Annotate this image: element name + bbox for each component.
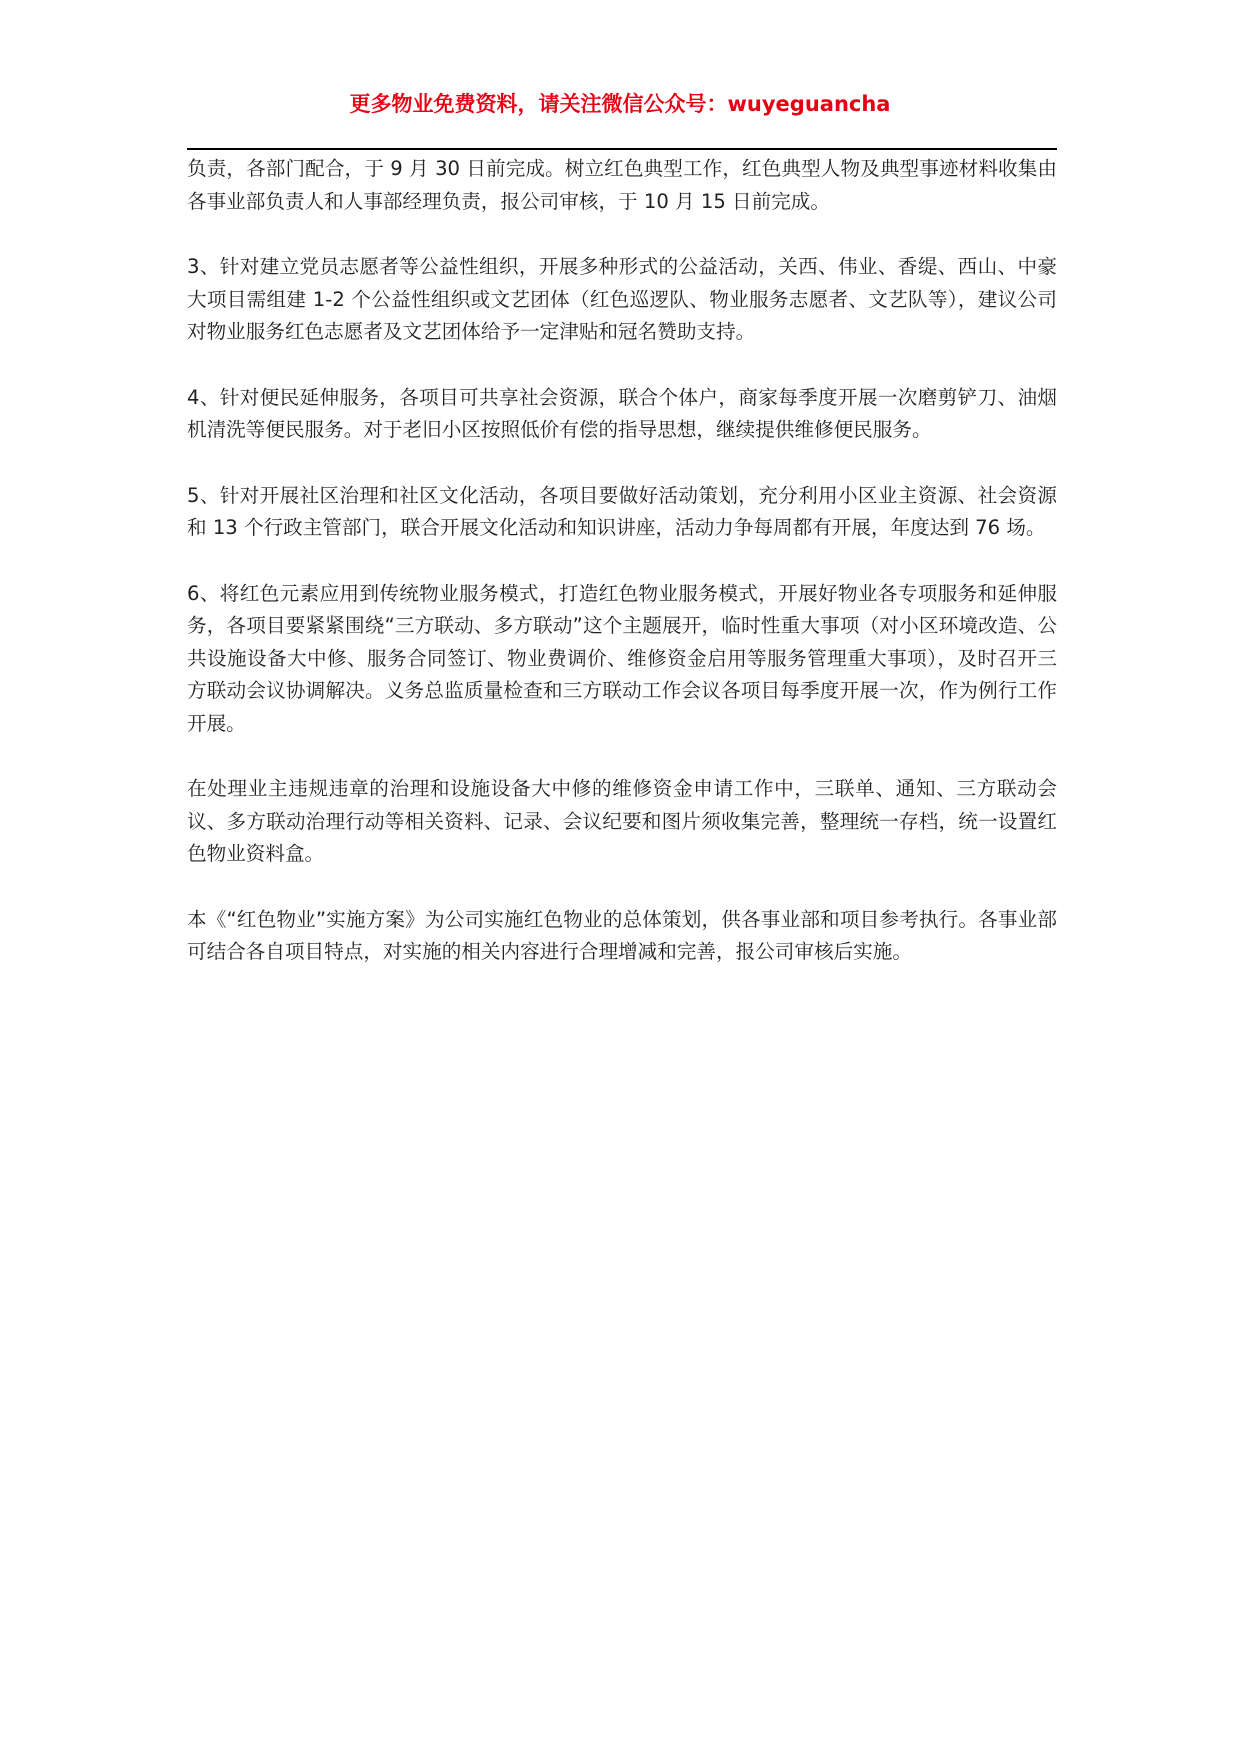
header-divider bbox=[187, 148, 1057, 150]
paragraph-continuation: 负责，各部门配合，于 9 月 30 日前完成。树立红色典型工作，红色典型人物及典型事迹材料收集由各事业部负责人和人事部经理负责，报公司审核，于 10 月 15 日前完成。 bbox=[187, 157, 1057, 213]
document-body bbox=[187, 153, 1057, 1002]
paragraph-item-4: 4、针对便民延伸服务，各项目可共享社会资源，联合个体户，商家每季度开展一次磨剪铲刀、油烟机清洗等便民服务。对于老旧小区按照低价有偿的指导思想，继续提供维修便民服务。 bbox=[187, 385, 1057, 441]
promo-header-note: 更多物业免费资料，请关注微信公众号：wuyeguancha bbox=[349, 92, 891, 116]
paragraph-item-6: 6、将红色元素应用到传统物业服务模式，打造红色物业服务模式，开展好物业各专项服务和延伸服务，各项目要紧紧围绕“三方联动、多方联动”这个主题展开，临时性重大事项（对小区环境改造、公共设施设备大中修、服务合同签订、物业费调价、维修资金启用等服务管理重大事项），及时召开三方联动会议协调解决。义务总监质量检查和三方联动工作会议各项目每季度开展一次，作为例行工作开展。 bbox=[187, 581, 1057, 735]
paragraph-archiving: 在处理业主违规违章的治理和设施设备大中修的维修资金申请工作中，三联单、通知、三方联动会议、多方联动治理行动等相关资料、记录、会议纪要和图片须收集完善，整理统一存档，统一设置红色物业资料盒。 bbox=[187, 777, 1057, 865]
paragraph-item-3: 3、针对建立党员志愿者等公益性组织，开展多种形式的公益活动，关西、伟业、香缇、西山、中豪大项目需组建 1-2 个公益性组织或文艺团体（红色巡逻队、物业服务志愿者、文艺队等），建议公司对物业服务红色志愿者及文艺团体给予一定津贴和冠名赞助支持。 bbox=[187, 255, 1057, 343]
paragraph-closing: 本《“红色物业”实施方案》为公司实施红色物业的总体策划，供各事业部和项目参考执行。各事业部可结合各自项目特点，对实施的相关内容进行合理增减和完善，报公司审核后实施。 bbox=[187, 907, 1057, 963]
paragraph-item-5: 5、针对开展社区治理和社区文化活动，各项目要做好活动策划，充分利用小区业主资源、社会资源和 13 个行政主管部门，联合开展文化活动和知识讲座，活动力争每周都有开展，年度达到 76 场。 bbox=[187, 483, 1057, 539]
